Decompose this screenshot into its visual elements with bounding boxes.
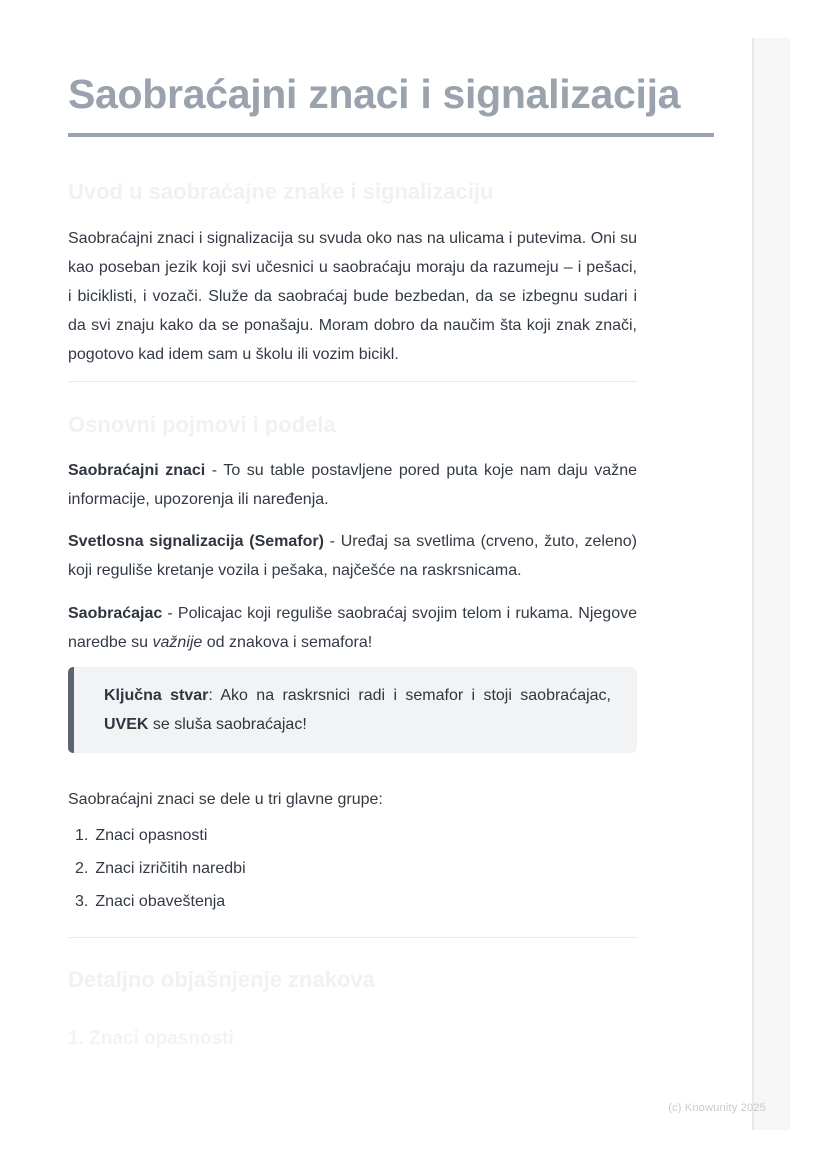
term-label: Saobraćajni znaci (68, 462, 206, 479)
groups-intro-paragraph: Saobraćajni znaci se dele u tri glavne grupe: (68, 791, 383, 808)
section-heading-details: Detaljno objašnjenje znakova (68, 967, 375, 992)
term-definition: To su table postavljene pored puta koje nam daju važne informacije, upozorenja ili naređenja. (68, 462, 637, 508)
list-item-number: 1. (75, 827, 89, 844)
term-label: Saobraćajac (68, 605, 163, 622)
section-divider (68, 937, 637, 938)
section-heading-concepts: Osnovni pojmovi i podela (68, 412, 336, 437)
list-item-number: 2. (75, 860, 89, 877)
document-title: Saobraćajni znaci i signalizacija (68, 71, 681, 117)
key-fact-callout (68, 667, 637, 753)
title-underline (68, 133, 714, 137)
document-content (68, 68, 681, 1051)
list-item-number: 3. (75, 893, 89, 910)
copyright-watermark: (c) Knowunity 2025 (668, 1102, 766, 1114)
next-page-edge (752, 38, 790, 1130)
term-definition: Policajac koji reguliše saobraćaj svojim telom i rukama. Njegove naredbe su (68, 605, 638, 651)
term-label: Svetlosna signalizacija (Semafor) (68, 533, 324, 550)
section-divider (68, 381, 637, 382)
list-item (68, 826, 637, 845)
term-definition-paragraph (68, 599, 637, 657)
list-item (68, 859, 637, 878)
term-definition-italic: važnije (152, 634, 203, 651)
term-definition-paragraph (68, 456, 637, 514)
sign-groups-list (68, 826, 637, 911)
term-definition: Uređaj sa svetlima (crveno, žuto, zeleno) koji reguliše kretanje vozila i pešaka, najčešće na raskrsnicama. (68, 533, 637, 579)
section-heading-intro: Uvod u saobraćajne znake i signalizaciju (68, 179, 494, 204)
subsection-heading-danger-signs: 1. Znaci opasnosti (68, 1028, 234, 1049)
list-item-label: Znaci izričitih naredbi (95, 860, 246, 877)
key-fact-label: Ključna stvar (104, 687, 209, 704)
intro-paragraph: Saobraćajni znaci i signalizacija su svuda oko nas na ulicama i putevima. Oni su kao poseban jezik koji svi učesnici u saobraćaju moraju da razumeju – i pešaci, i biciklisti, i vozači. Služe da saobraćaj bude bezbedan, da se izbegnu sudari i da svi znaju kako da se ponašaju. Moram dobro da naučim šta koji znak znači, pogotovo kad idem sam u školu ili vozim bicikl. (68, 230, 637, 363)
key-fact-emphasis: UVEK (104, 716, 149, 733)
term-separator: - (162, 605, 178, 622)
term-definition-after: od znakova i semafora! (202, 634, 373, 651)
key-fact-text (104, 681, 611, 739)
term-separator: - (205, 462, 224, 479)
key-fact-middle: : Ako na raskrsnici radi i semafor i stoji saobraćajac, (208, 687, 612, 704)
list-item-label: Znaci opasnosti (95, 827, 208, 844)
key-fact-end: se sluša saobraćajac! (148, 716, 307, 733)
term-definition-paragraph (68, 527, 637, 585)
list-item-label: Znaci obaveštenja (95, 893, 226, 910)
term-separator: - (323, 533, 341, 550)
list-item (68, 892, 637, 911)
